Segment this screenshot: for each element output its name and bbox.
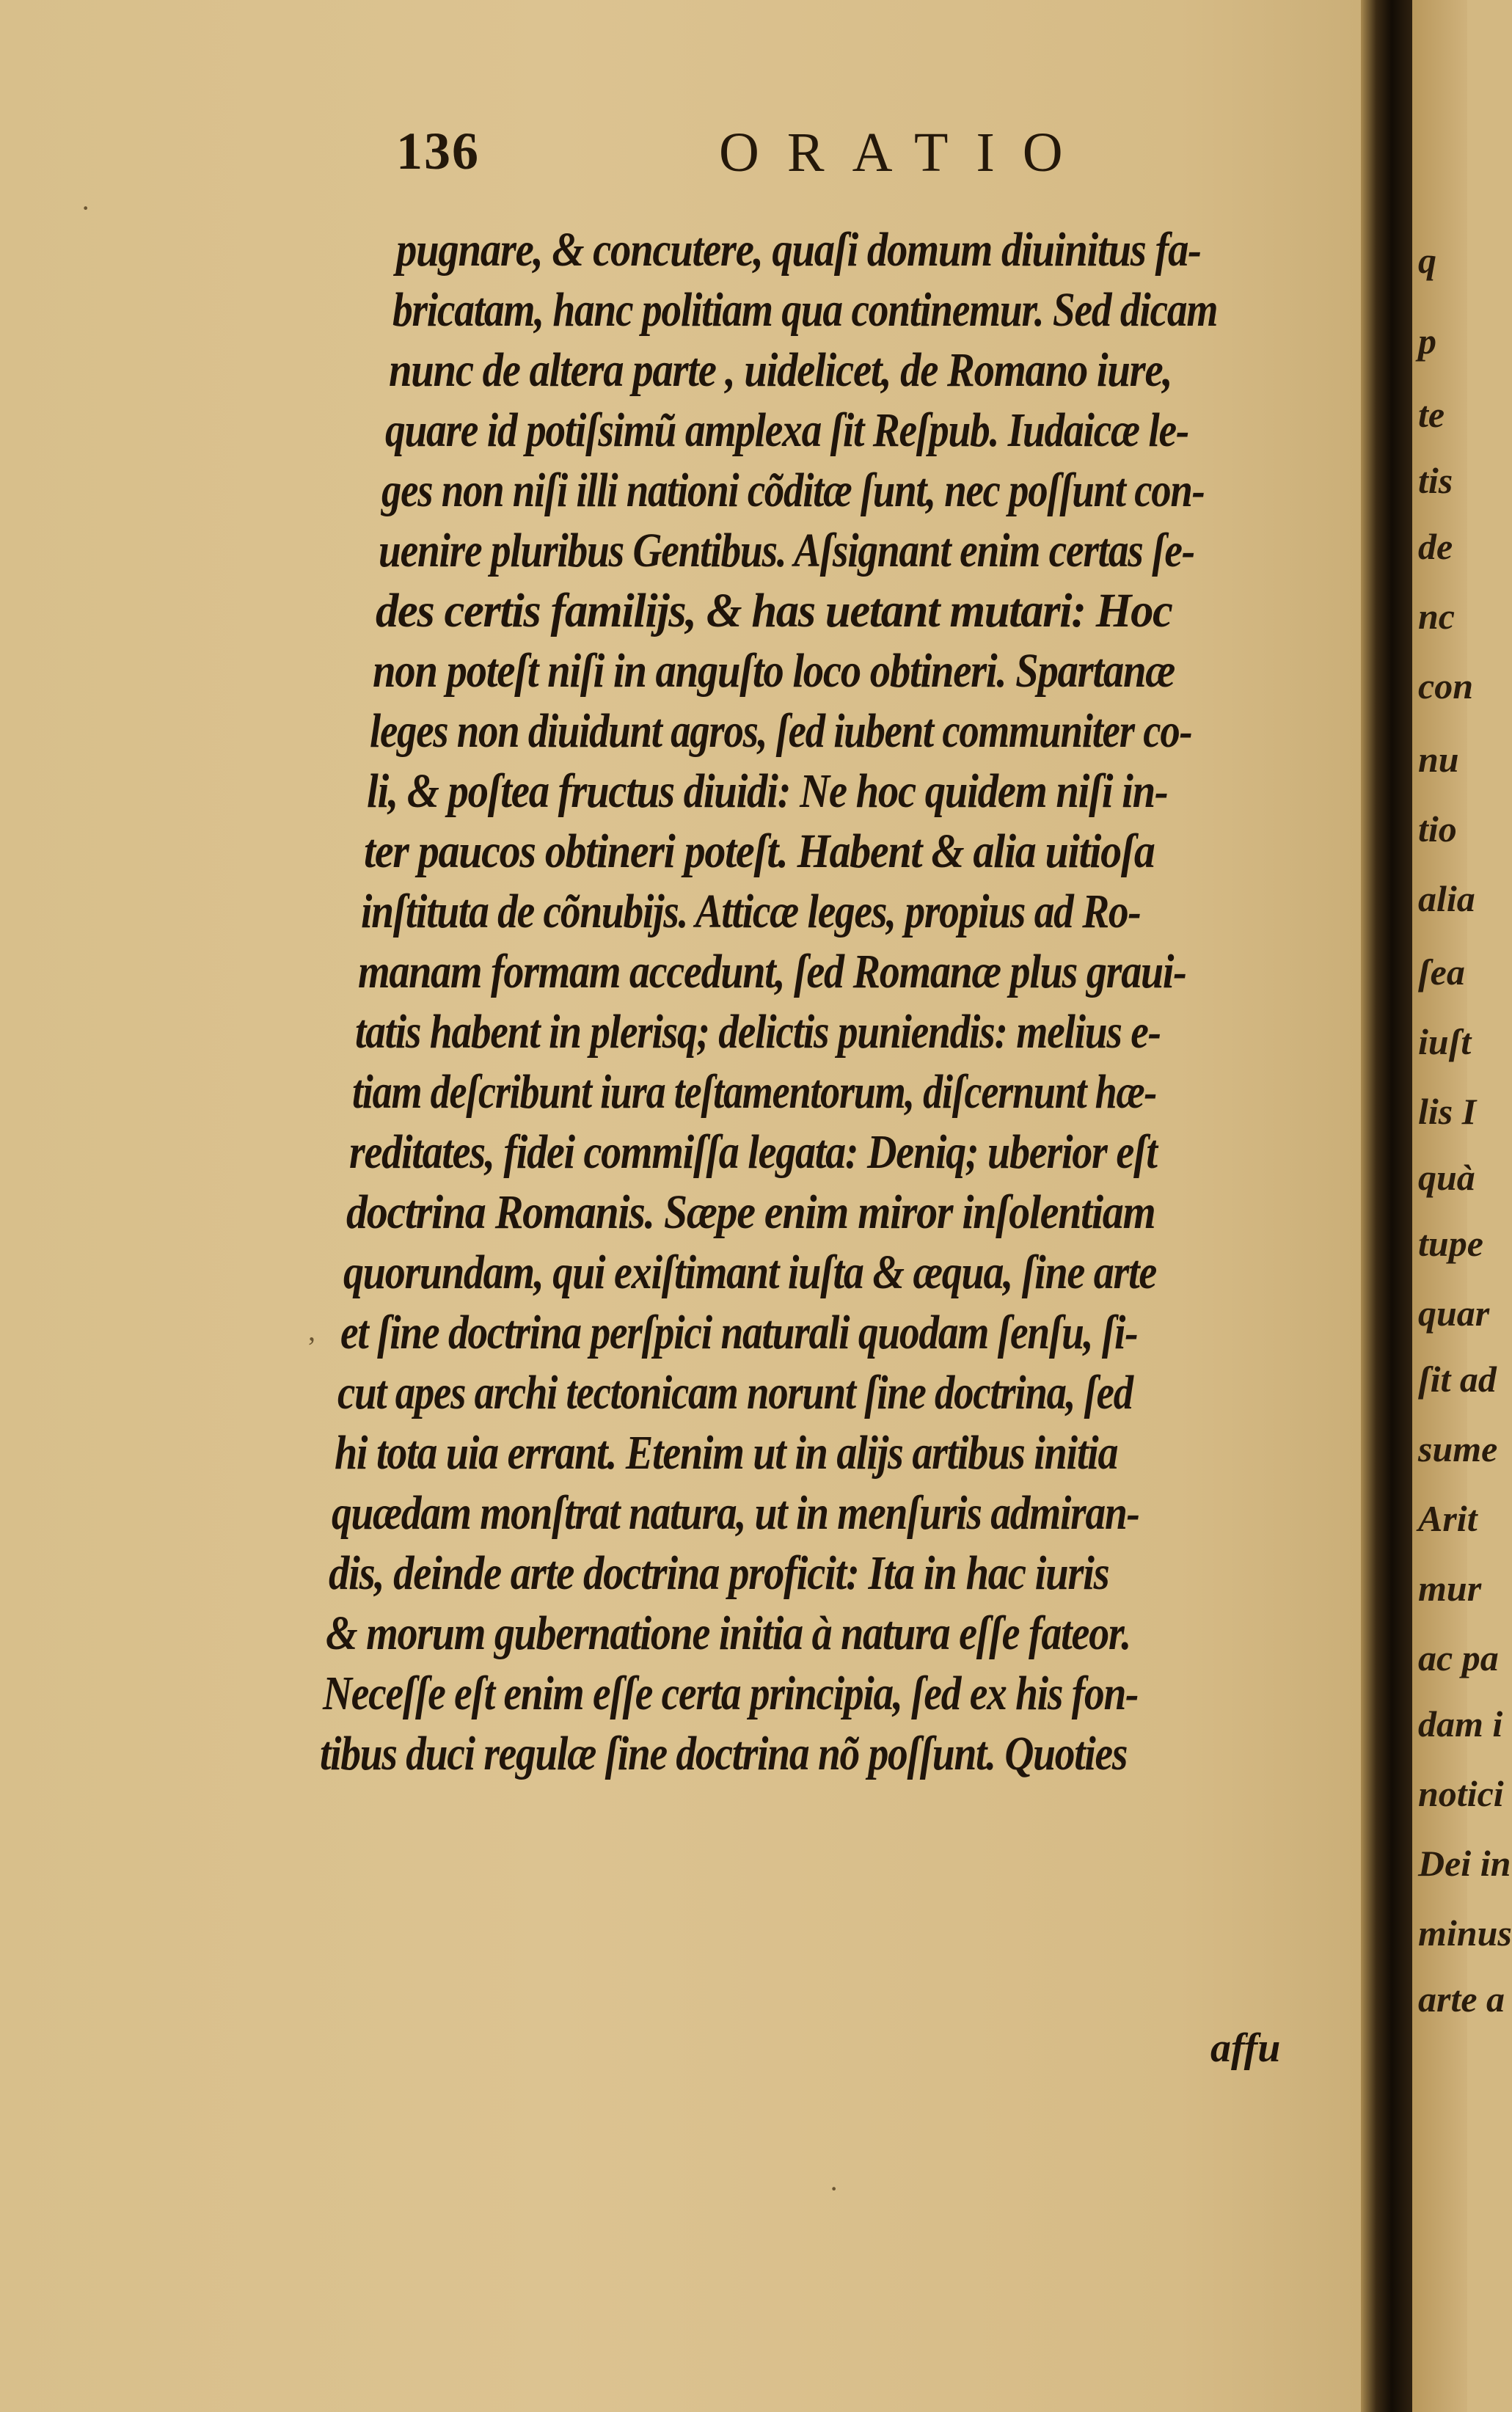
facing-page-word: ſea	[1418, 951, 1465, 993]
text-line: uenire pluribus Gentibus. Aſsignant enim certas ſe-	[379, 524, 1194, 577]
facing-page-word: Arit	[1418, 1498, 1478, 1539]
text-line: ter paucos obtineri poteſt. Habent & alia uitioſa	[364, 825, 1155, 878]
page-number: 136	[396, 122, 480, 180]
text-line: doctrina Romanis. Sæpe enim miror inſolentiam	[346, 1185, 1155, 1239]
text-line: non poteſt niſi in anguſto loco obtineri. Spartanæ	[373, 644, 1175, 698]
facing-page-word: alia	[1418, 878, 1475, 919]
body-text	[320, 220, 1372, 1784]
facing-page-word: Dei in	[1418, 1843, 1511, 1884]
text-line: des certis familijs, & has uetant mutari: Hoc	[376, 584, 1172, 637]
text-line: reditates, fidei commiſſa legata: Deniq; uberior eſt	[349, 1125, 1157, 1179]
facing-page-word: con	[1418, 665, 1473, 706]
facing-page-word: sume	[1418, 1428, 1498, 1469]
running-title: ORATIO	[719, 122, 1091, 183]
facing-page-word: tis	[1418, 460, 1453, 501]
facing-page-word: tupe	[1418, 1223, 1483, 1264]
text-line: hi tota uia errant. Etenim ut in alijs artibus initia	[335, 1426, 1118, 1480]
facing-page-word: de	[1418, 526, 1453, 567]
book-gutter	[1361, 0, 1412, 2412]
facing-page-word: quar	[1418, 1293, 1490, 1334]
text-line: tiam deſcribunt iura teſtamentorum, diſcernunt hæ-	[352, 1065, 1157, 1119]
facing-page-word: te	[1418, 394, 1445, 435]
paper-speck: ·	[81, 191, 91, 224]
facing-page-word: ſit ad	[1418, 1359, 1497, 1400]
facing-page-word: q	[1418, 240, 1436, 281]
text-line: tatis habent in plerisq; delictis puniendis: melius e-	[355, 1005, 1161, 1059]
facing-page-word: notici	[1418, 1773, 1504, 1814]
facing-page-word: quà	[1418, 1157, 1475, 1198]
facing-page-word: lis I	[1418, 1091, 1477, 1132]
facing-page-word: tio	[1418, 808, 1457, 849]
facing-page-word: minus	[1418, 1912, 1512, 1954]
text-line: pugnare, & concutere, quaſi domum diuinitus fa-	[396, 223, 1201, 277]
facing-page-word: nu	[1418, 739, 1459, 780]
text-line: bricatam, hanc politiam qua continemur. Sed dicam	[392, 283, 1218, 337]
text-line: quare id potiſsimũ amplexa ſit Reſpub. Iudaicæ le-	[385, 403, 1189, 457]
text-line: Neceſſe eſt enim eſſe certa principia, ſed ex his fon-	[323, 1667, 1139, 1720]
text-line: et ſine doctrina perſpici naturali quodam ſenſu, ſi-	[340, 1306, 1138, 1359]
text-line: & morum gubernatione initia à natura eſſe fateor.	[326, 1607, 1131, 1660]
text-line: leges non diuidunt agros, ſed iubent communiter co-	[370, 704, 1192, 758]
text-line: cut apes archi tectonicam norunt ſine doctrina, ſed	[337, 1366, 1133, 1419]
facing-page-word: dam i	[1418, 1703, 1503, 1744]
text-line: manam formam accedunt, ſed Romanæ plus graui-	[358, 945, 1186, 998]
paper-speck: ,	[308, 1314, 315, 1347]
text-line: inſtituta de cõnubijs. Atticæ leges, propius ad Ro-	[361, 885, 1141, 938]
facing-page-edge	[1412, 0, 1512, 2412]
text-line: nunc de altera parte , uidelicet, de Romano iure,	[389, 343, 1172, 397]
facing-page-word: iuſt	[1418, 1021, 1472, 1062]
facing-page-word: ac pa	[1418, 1637, 1499, 1678]
facing-page-word: p	[1418, 321, 1436, 362]
catchword: affu	[1210, 2025, 1281, 2071]
text-line: li, & poſtea fructus diuidi: Ne hoc quidem niſi in-	[367, 764, 1168, 818]
text-line: quædam monſtrat natura, ut in menſuris admiran-	[332, 1486, 1139, 1540]
facing-page-word: arte a	[1418, 1978, 1505, 2020]
paper-speck: ·	[829, 2172, 839, 2205]
text-line: quorundam, qui exiſtimant iuſta & æqua, ſine arte	[343, 1246, 1157, 1299]
running-head	[396, 121, 1203, 187]
text-line: tibus duci regulæ ſine doctrina nõ poſſunt. Quoties	[320, 1727, 1128, 1780]
facing-page-word: nc	[1418, 596, 1455, 637]
text-line: ges non niſi illi nationi cõditæ ſunt, nec poſſunt con-	[381, 464, 1205, 517]
facing-page-word: mur	[1418, 1568, 1482, 1609]
text-line: dis, deinde arte doctrina proficit: Ita in hac iuris	[329, 1546, 1109, 1600]
